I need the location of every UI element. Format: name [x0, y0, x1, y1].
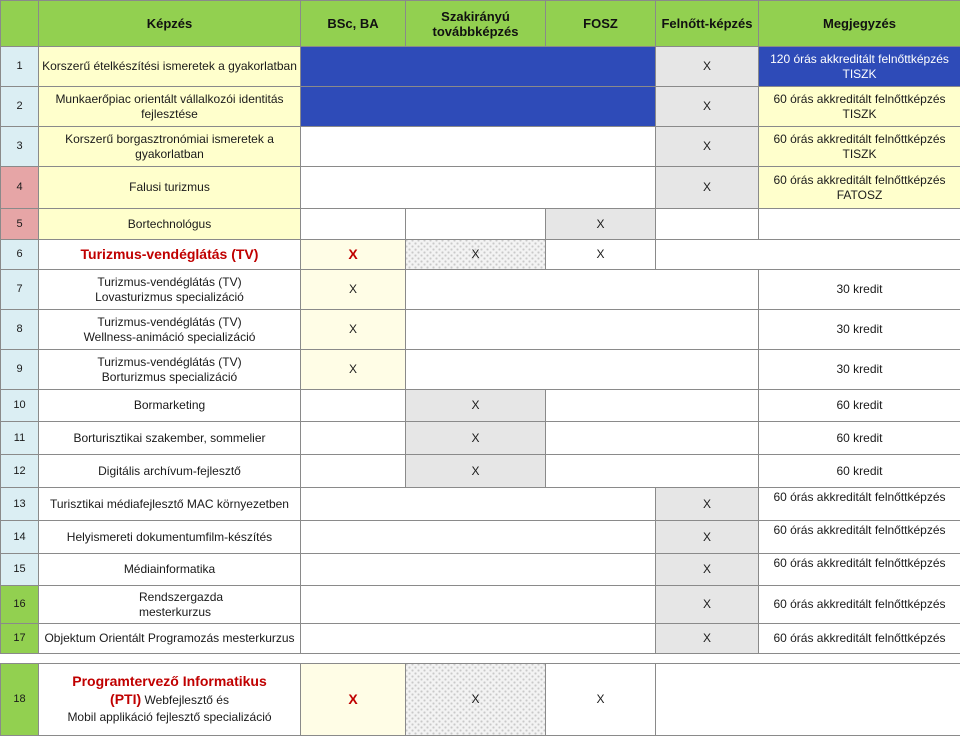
row-name: Helyismereti dokumentumfilm-készítés	[39, 521, 301, 554]
row-name: Turisztikai médiafejlesztő MAC környezetben	[39, 488, 301, 521]
blue-cell	[301, 87, 656, 127]
row-name-pti: (PTI)	[110, 691, 141, 707]
empty-cell	[546, 422, 759, 455]
header-felnottkepzes: Felnőtt-képzés	[656, 1, 759, 47]
note-cell: 60 órás akkreditált felnőttképzés TISZK	[759, 87, 960, 127]
blue-cell	[301, 47, 656, 87]
table-row	[1, 664, 960, 736]
szak-cell: X	[406, 240, 546, 270]
row-number: 18	[1, 664, 39, 736]
note-cell: 60 kredit	[759, 422, 960, 455]
note-cell: 60 kredit	[759, 455, 960, 488]
fosz-cell: X	[546, 240, 656, 270]
empty-cell	[301, 455, 406, 488]
empty-cell	[301, 127, 656, 167]
felnott-cell: X	[656, 521, 759, 554]
empty-cell	[546, 390, 759, 422]
empty-cell	[301, 390, 406, 422]
felnott-cell: X	[656, 624, 759, 654]
row-name-line1: Turizmus-vendéglátás (TV)	[97, 315, 241, 329]
row-name: Munkaerőpiac orientált vállalkozói identitás fejlesztése	[39, 87, 301, 127]
header-number	[1, 1, 39, 47]
header-megjegyzes: Megjegyzés	[759, 1, 960, 47]
row-name: Rendszergazda mesterkurzus	[39, 586, 301, 624]
row-name-line1: Turizmus-vendéglátás (TV)	[97, 275, 241, 289]
fosz-cell: X	[546, 209, 656, 240]
felnott-cell: X	[656, 554, 759, 586]
row-number: 7	[1, 270, 39, 310]
empty-cell	[301, 586, 656, 624]
empty-cell	[406, 350, 759, 390]
row-name-main: Programtervező Informatikus	[72, 673, 267, 689]
row-number: 15	[1, 554, 39, 586]
felnott-cell: X	[656, 488, 759, 521]
table-row	[1, 87, 960, 127]
row-name: Korszerű borgasztronómiai ismeretek a gyakorlatban	[39, 127, 301, 167]
table-row	[1, 270, 960, 310]
table-row	[1, 209, 960, 240]
note-cell: 60 órás akkreditált felnőttképzés	[759, 586, 960, 624]
table-row	[1, 521, 960, 554]
row-name	[39, 350, 301, 390]
row-number: 6	[1, 240, 39, 270]
note-cell: 60 órás akkreditált felnőttképzés	[759, 488, 960, 521]
row-name: Borturisztikai szakember, sommelier	[39, 422, 301, 455]
row-name-rest: Webfejlesztő és	[141, 693, 229, 707]
note-cell	[656, 664, 960, 736]
row-number: 3	[1, 127, 39, 167]
felnott-cell: X	[656, 586, 759, 624]
row-name	[39, 310, 301, 350]
bsc-cell: X	[301, 270, 406, 310]
table-row	[1, 350, 960, 390]
note-cell	[656, 240, 960, 270]
note-cell: 60 órás akkreditált felnőttképzés	[759, 624, 960, 654]
header-bsc: BSc, BA	[301, 1, 406, 47]
row-name-line2: Lovasturizmus specializáció	[95, 290, 244, 304]
spacer-row	[1, 654, 960, 664]
row-name-line1: Turizmus-vendéglátás (TV)	[97, 355, 241, 369]
table-row	[1, 488, 960, 521]
note-cell: 60 kredit	[759, 390, 960, 422]
empty-cell	[301, 422, 406, 455]
note-cell: 60 órás akkreditált felnőttképzés TISZK	[759, 127, 960, 167]
empty-cell	[656, 209, 759, 240]
note-cell	[759, 209, 960, 240]
row-number: 14	[1, 521, 39, 554]
note-cell: 120 órás akkreditált felnőttképzés TISZK	[759, 47, 960, 87]
table-row	[1, 167, 960, 209]
row-name: Objektum Orientált Programozás mesterkurzus	[39, 624, 301, 654]
row-number: 4	[1, 167, 39, 209]
empty-cell	[406, 270, 759, 310]
felnott-cell: X	[656, 167, 759, 209]
row-number: 1	[1, 47, 39, 87]
row-number: 5	[1, 209, 39, 240]
note-cell: 30 kredit	[759, 310, 960, 350]
row-number: 10	[1, 390, 39, 422]
empty-cell	[301, 521, 656, 554]
row-name-line3: Mobil applikáció fejlesztő specializáció	[67, 710, 271, 724]
empty-cell	[301, 209, 406, 240]
szak-cell: X	[406, 455, 546, 488]
row-number: 2	[1, 87, 39, 127]
row-name: Médiainformatika	[39, 554, 301, 586]
empty-cell	[546, 455, 759, 488]
table-row	[1, 127, 960, 167]
table-row	[1, 455, 960, 488]
row-name: Digitális archívum-fejlesztő	[39, 455, 301, 488]
note-cell: 30 kredit	[759, 270, 960, 310]
row-name	[39, 270, 301, 310]
row-name: Korszerű ételkészítési ismeretek a gyakorlatban	[39, 47, 301, 87]
row-name-line2: Borturizmus specializáció	[102, 370, 237, 384]
empty-cell	[406, 209, 546, 240]
felnott-cell: X	[656, 47, 759, 87]
empty-cell	[301, 167, 656, 209]
table-row	[1, 390, 960, 422]
table-row	[1, 624, 960, 654]
bsc-cell: X	[301, 240, 406, 270]
empty-cell	[301, 624, 656, 654]
row-number: 11	[1, 422, 39, 455]
spacer-cell	[1, 654, 960, 664]
empty-cell	[301, 554, 656, 586]
empty-cell	[301, 488, 656, 521]
table-row	[1, 310, 960, 350]
table-row	[1, 586, 960, 624]
bsc-cell: X	[301, 664, 406, 736]
row-number: 13	[1, 488, 39, 521]
row-name	[39, 664, 301, 736]
szak-cell: X	[406, 390, 546, 422]
table-row	[1, 240, 960, 270]
table-row	[1, 422, 960, 455]
bsc-cell: X	[301, 350, 406, 390]
row-number: 9	[1, 350, 39, 390]
bsc-cell: X	[301, 310, 406, 350]
felnott-cell: X	[656, 87, 759, 127]
header-row	[1, 1, 960, 47]
empty-cell	[406, 310, 759, 350]
row-name: Bormarketing	[39, 390, 301, 422]
row-name: Bortechnológus	[39, 209, 301, 240]
row-name: Turizmus-vendéglátás (TV)	[39, 240, 301, 270]
table-row	[1, 47, 960, 87]
note-cell: 60 órás akkreditált felnőttképzés	[759, 554, 960, 586]
row-name-line2: Wellness-animáció specializáció	[84, 330, 256, 344]
row-number: 12	[1, 455, 39, 488]
row-name: Falusi turizmus	[39, 167, 301, 209]
header-szakiranyu: Szakirányú továbbképzés	[406, 1, 546, 47]
table-row	[1, 554, 960, 586]
felnott-cell: X	[656, 127, 759, 167]
row-number: 17	[1, 624, 39, 654]
note-cell: 60 órás akkreditált felnőttképzés	[759, 521, 960, 554]
row-number: 16	[1, 586, 39, 624]
note-cell: 60 órás akkreditált felnőttképzés FATOSZ	[759, 167, 960, 209]
szak-cell: X	[406, 664, 546, 736]
fosz-cell: X	[546, 664, 656, 736]
header-fosz: FOSZ	[546, 1, 656, 47]
szak-cell: X	[406, 422, 546, 455]
row-number: 8	[1, 310, 39, 350]
note-cell: 30 kredit	[759, 350, 960, 390]
header-kepzes: Képzés	[39, 1, 301, 47]
